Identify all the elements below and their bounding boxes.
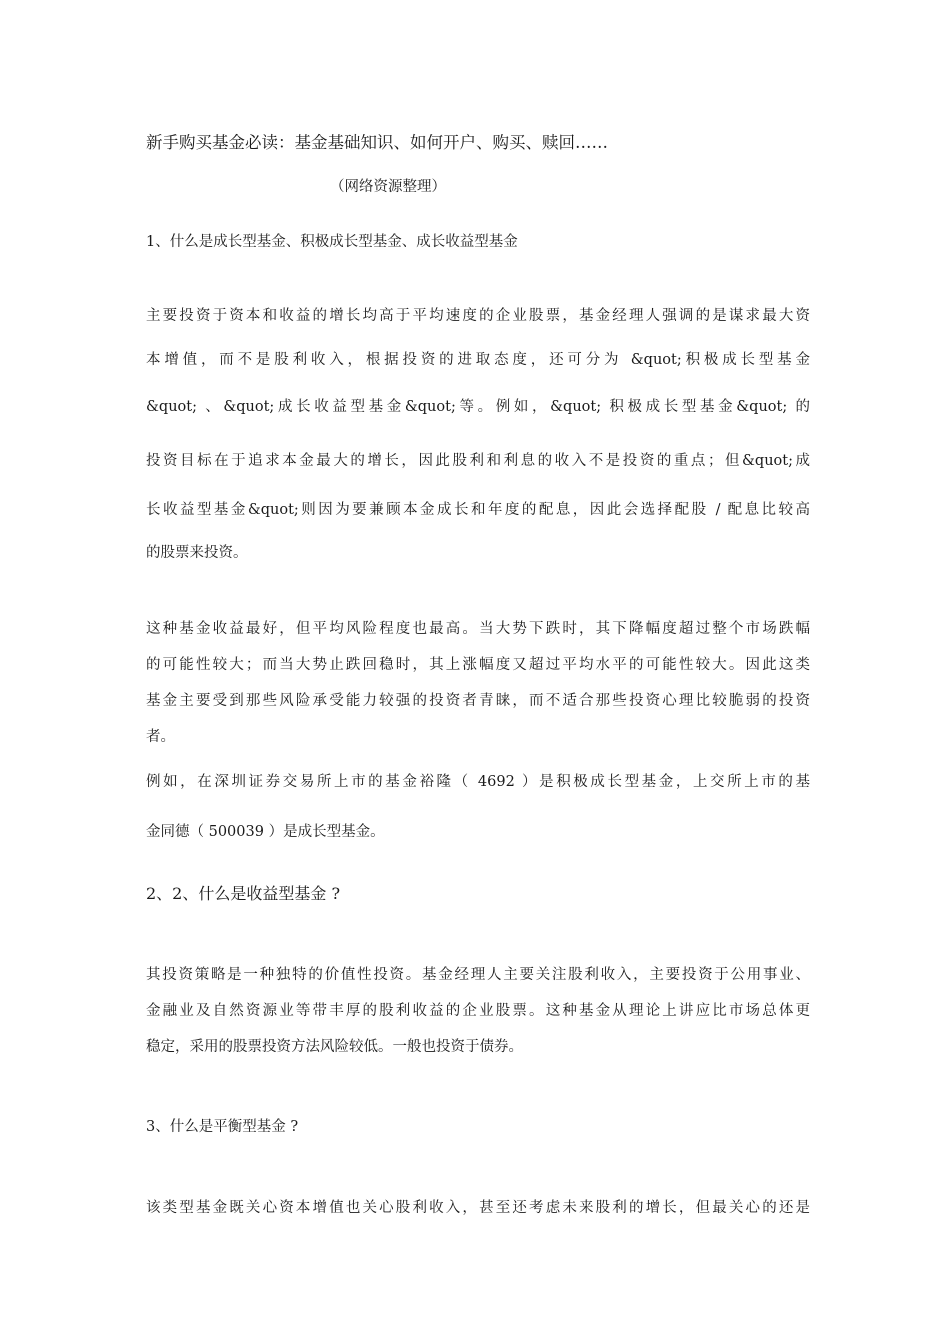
document-subtitle: （网络资源整理） bbox=[330, 179, 446, 195]
paragraph-line: 金融业及自然资源业等带丰厚的股利收益的企业股票。这种基金从理论上讲应比市场总体更 bbox=[146, 1003, 810, 1019]
paragraph-line: 的股票来投资。 bbox=[146, 545, 248, 561]
section-heading: 2、2、什么是收益型基金 ? bbox=[146, 884, 341, 903]
paragraph-line: 这种基金收益最好，但平均风险程度也最高。当大势下跌时，其下降幅度超过整个市场跌幅 bbox=[146, 621, 810, 637]
section-heading: 3、什么是平衡型基金 ? bbox=[146, 1119, 299, 1135]
paragraph-line: 的可能性较大；而当大势止跌回稳时，其上涨幅度又超过平均水平的可能性较大。因此这类 bbox=[146, 657, 810, 673]
paragraph-line: 本增值，而不是股利收入，根据投资的进取态度，还可分为 &quot;积极成长型基金 bbox=[146, 352, 810, 368]
section-heading: 1、什么是成长型基金、积极成长型基金、成长收益型基金 bbox=[146, 234, 518, 250]
paragraph-line: 金同德（ 500039 ）是成长型基金。 bbox=[146, 824, 385, 840]
paragraph-line: 例如，在深圳证券交易所上市的基金裕隆（ 4692 ）是积极成长型基金，上交所上市的基 bbox=[146, 774, 810, 790]
document-title: 新手购买基金必读：基金基础知识、如何开户、购买、赎回…… bbox=[146, 133, 608, 152]
paragraph-line: 该类型基金既关心资本增值也关心股利收入，甚至还考虑未来股利的增长，但最关心的还是 bbox=[146, 1200, 810, 1216]
paragraph-line: 主要投资于资本和收益的增长均高于平均速度的企业股票，基金经理人强调的是谋求最大资 bbox=[146, 308, 810, 324]
paragraph-line: 其投资策略是一种独特的价值性投资。基金经理人主要关注股利收入，主要投资于公用事业、 bbox=[146, 967, 810, 983]
paragraph-line: 稳定，采用的股票投资方法风险较低。一般也投资于债券。 bbox=[146, 1039, 523, 1055]
paragraph-line: 投资目标在于追求本金最大的增长，因此股利和利息的收入不是投资的重点；但&quot;成 bbox=[146, 453, 810, 469]
paragraph-line: 长收益型基金&quot;则因为要兼顾本金成长和年度的配息，因此会选择配股 / 配息比较高 bbox=[146, 502, 810, 518]
paragraph-line: &quot; 、&quot;成长收益型基金&quot;等。例如，&quot; 积极成长型基金&quot; 的 bbox=[146, 399, 810, 415]
paragraph-line: 者。 bbox=[146, 729, 175, 745]
paragraph-line: 基金主要受到那些风险承受能力较强的投资者青睐，而不适合那些投资心理比较脆弱的投资 bbox=[146, 693, 810, 709]
